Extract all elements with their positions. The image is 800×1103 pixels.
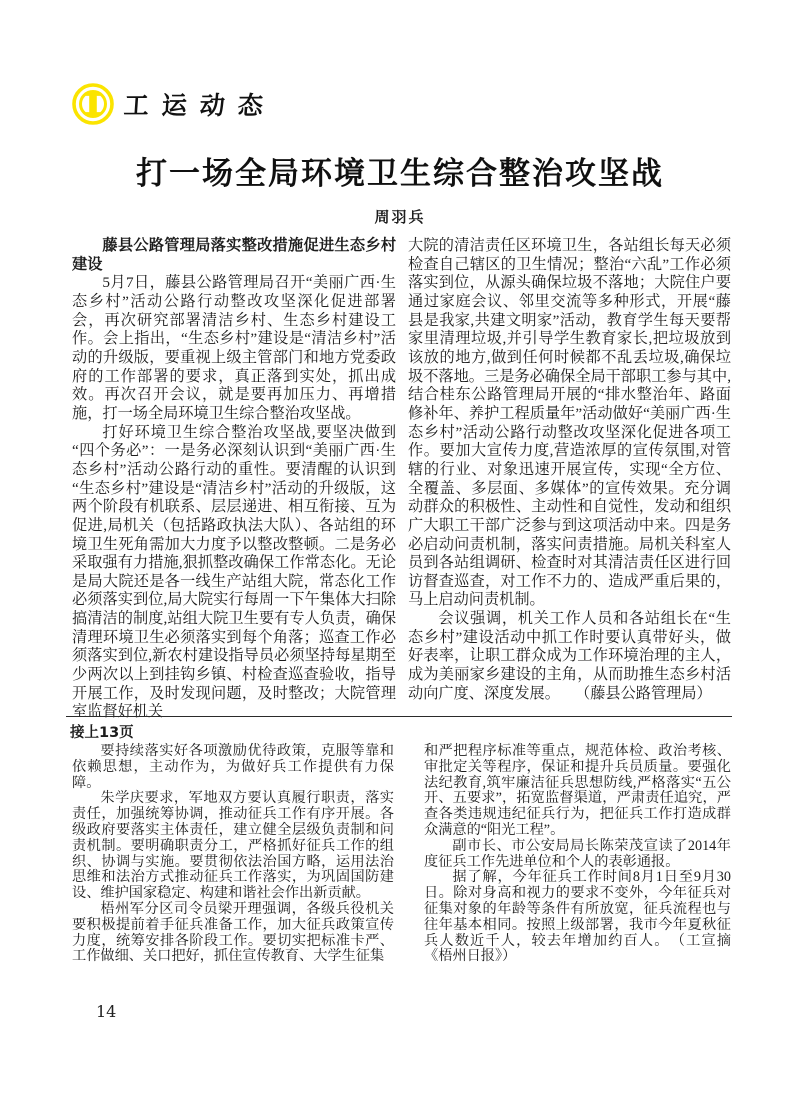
- masthead-title: 工运动态: [122, 91, 277, 120]
- article-body: [72, 237, 731, 722]
- article-paragraph: 大院的清洁责任区环境卫生，各站组长每天必须检查自己辖区的卫生情况；整治“六乱”工作必须落实到位，从源头确保垃圾不落地；大院住户要通过家庭会议、邻里交流等多种形式，开展“藤县是我家,共建文明家”活动，教育学生每天要帮家里清理垃圾,并引导学生教育家长,把垃圾放到该放的地方,做到任何时候都不乱丢垃圾,确保垃圾不落地。三是务必确保全局干部职工参与其中,结合桂东公路管理局开展的“排水整治年、路面修补年、养护工程质量年”活动做好“美丽广西·生态乡村”活动公路行动整改攻坚深化促进各项工作。要加大宣传力度,营造浓厚的宣传氛围,对管辖的行业、对象迅速开展宣传，实现“全方位、全覆盖、多层面、多媒体”的宣传效果。充分调动群众的积极性、主动性和自觉性，发动和组织广大职工干部广泛参与到这项活动中来。四是务必启动问责机制，落实问责措施。局机关科室人员到各站组调研、检查时对其清洁责任区进行回访督查巡查，对工作不力的、造成严重后果的，马上启动问责机制。: [408, 237, 731, 609]
- article-paragraph: 5月7日，藤县公路管理局召开“美丽广西·生态乡村”活动公路行动整改攻坚深化促进部署会，再次研究部署清洁乡村、生态乡村建设工作。会上指出，“生态乡村”建设是“清洁乡村”活动的升级版，要重视上级主管部门和地方党委政府的工作部署的要求，真正落到实处，抓出成效。再次召开会议，就是要再加压力、再增措施，打一场全局环境卫生综合整治攻坚战。: [72, 274, 396, 422]
- continuation-paragraph: 副市长、市公安局局长陈荣茂宣读了2014年度征兵工作先进单位和个人的表彰通报。: [424, 837, 731, 870]
- article-paragraph: 打好环境卫生综合整治攻坚战,要坚决做到“四个务必”：一是务必深刻认识到“美丽广西·生态乡村”活动公路行动的重性。要清醒的认识到“生态乡村”建设是“清洁乡村”活动的升级版，这两个阶段有机联系、层层递进、相互衔接、互为促进,局机关（包括路政执法大队）、各站组的环境卫生死角需加大力度予以整改整顿。二是务必采取强有力措施,狠抓整改确保工作常态化。无论是局大院还是各一线生产站组大院，常态化工作必须落实到位,局大院实行每周一下午集体大扫除搞清洁的制度,站组大院卫生要有专人负责，确保清理环境卫生必须落实到每个角落；巡查工作必须落实到位,新农村建设指导员必须坚持每星期至少两次以上到挂钩乡镇、村检查巡查验收，指导开展工作，及时发现问题，及时整改；大院管理室监督好机关: [72, 423, 396, 721]
- continued-from-label: 接上13页: [70, 725, 134, 741]
- trade-union-emblem-icon: [72, 83, 114, 125]
- continuation-column-right: [424, 744, 731, 965]
- continuation-paragraph: 朱学庆要求，军地双方要认真履行职责，落实责任，加强统筹协调，推动征兵工作有序开展。各级政府要落实主体责任，建立健全层级负责制和问责机制。要明确职责分工，严格抓好征兵工作的组织、协调与实施。要贯彻依法治国方略，运用法治思维和法治方式推动征兵工作落实，为巩固国防建设、维护国家稳定、构建和谐社会作出新贡献。: [72, 790, 394, 902]
- continuation-closing-paragraph: 据了解，今年征兵工作时间8月1日至9月30日。除对身高和视力的要求不变外，今年征兵对征集对象的年龄等条件有所放宽，征兵流程也与往年基本相同。按照上级部署，我市今年夏秋征兵人数近千人，较去年增加约百人。 （工宣摘《梧州日报》）: [424, 869, 731, 965]
- article-column-left: [72, 237, 396, 722]
- continuation-paragraph: 要持续落实好各项激励优待政策，克服等靠和依赖思想，主动作为，为做好兵工作提供有力保障。: [72, 743, 394, 791]
- article-title: 打一场全局环境卫生综合整治攻坚战: [136, 156, 664, 192]
- page-number: 14: [96, 1002, 117, 1021]
- continuation-paragraph: 梧州军分区司令员梁开理强调，各级兵役机关要积极提前着手征兵准备工作，加大征兵政策宣传力度，统筹安排各阶段工作。要切实把标准卡严、工作做细、关口把好，抓住宣传教育、大学生征集: [72, 900, 394, 965]
- continuation-body: [72, 744, 731, 965]
- column-masthead: [72, 82, 276, 126]
- section-divider: [66, 716, 732, 717]
- article-lead-paragraph: 藤县公路管理局落实整改措施促进生态乡村建设: [72, 237, 396, 273]
- article-author: 周羽兵: [374, 208, 426, 226]
- continuation-paragraph: 和严把程序标准等重点，规范体检、政治考核、审批定关等程序，保证和提升兵员质量。要强化法纪教育,筑牢廉洁征兵思想防线,严格落实“五公开、五要求”，拓宽监督渠道，严肃责任追究，严查各类违规违纪征兵行为，把征兵工作打造成群众满意的“阳光工程”。: [424, 743, 731, 838]
- article-closing-paragraph: 会议强调，机关工作人员和各站组长在“生态乡村”建设活动中抓工作时要认真带好头，做好表率，让职工群众成为工作环境治理的主人，成为美丽家乡建设的主角，从而助推生态乡村活动向广度、深度发展。 （藤县公路管理局）: [408, 610, 731, 702]
- article-column-right: [408, 237, 731, 722]
- continuation-column-left: [72, 744, 394, 965]
